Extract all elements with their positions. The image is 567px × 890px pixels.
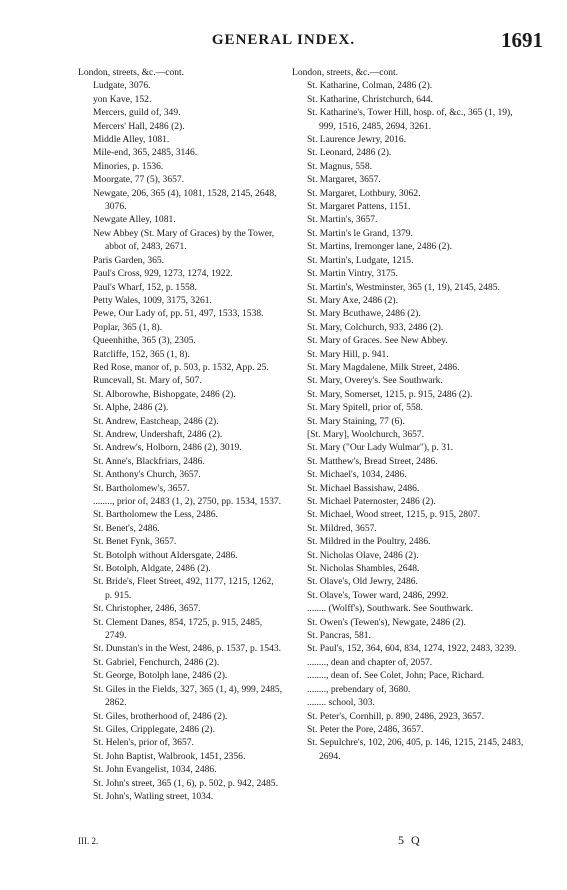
index-entry: ........ school, 303. <box>307 697 375 709</box>
index-entry: St. Mary Staining, 77 (6). <box>307 415 405 427</box>
index-entry: St. Dunstan's in the West, 2486, p. 1537, p. 1543. <box>93 643 282 655</box>
index-entry: St. Michael's, 1034, 2486. <box>307 469 407 481</box>
index-entry: St. Owen's (Tewen's), Newgate, 2486 (2). <box>307 616 466 628</box>
index-entry: St. George, Botolph lane, 2486 (2). <box>93 670 228 682</box>
index-entry: St. Matthew's, Bread Street, 2486. <box>307 455 438 467</box>
index-entry: St. Christopher, 2486, 3657. <box>93 603 201 615</box>
index-entry: St. Martin's, 3657. <box>307 214 378 226</box>
index-entry: Ludgate, 3076. <box>93 80 151 92</box>
index-entry: St. Martin Vintry, 3175. <box>307 268 398 280</box>
index-entry: St. Mary, Colchurch, 933, 2486 (2). <box>307 321 444 333</box>
index-entry: [St. Mary], Woolchurch, 3657. <box>307 428 425 440</box>
index-entry: St. Andrew's, Holborn, 2486 (2), 3019. <box>93 442 242 454</box>
index-entry: Newgate, 206, 365 (4), 1081, 1528, 2145, 2648, 3076. <box>93 187 277 213</box>
index-entry: Runcevall, St. Mary of, 507. <box>93 375 202 387</box>
volume-mark: III. 2. <box>78 836 99 846</box>
index-entry: St. Olave's, Tower ward, 2486, 2992. <box>307 589 449 601</box>
index-entry: Paris Garden, 365. <box>93 254 165 266</box>
index-entry: yon Kave, 152. <box>93 93 152 105</box>
index-entry: Petty Wales, 1009, 3175, 3261. <box>93 294 212 306</box>
index-entry: Ratcliffe, 152, 365 (1, 8). <box>93 348 190 360</box>
index-entry: St. Giles, Cripplegate, 2486 (2). <box>93 723 215 735</box>
index-entry: St. Mildred, 3657. <box>307 522 377 534</box>
index-entry: St. Katharine, Christchurch, 644. <box>307 93 433 105</box>
index-entry: St. Margaret Pattens, 1151. <box>307 201 411 213</box>
index-entry: St. Bartholomew's, 3657. <box>93 482 190 494</box>
index-entry: St. Helen's, prior of, 3657. <box>93 737 194 749</box>
index-entry: St. Leonard, 2486 (2). <box>307 147 392 159</box>
index-entry: ........, prior of, 2483 (1, 2), 2750, pp. 1534, 1537. <box>93 496 282 507</box>
index-entry: St. Giles, brotherhood of, 2486 (2). <box>93 710 228 722</box>
index-entry: St. Martin's, Westminster, 365 (1, 19), 2145, 2485. <box>307 281 500 293</box>
index-entry: St. Katharine, Colman, 2486 (2). <box>307 80 433 92</box>
index-entry: Mercers' Hall, 2486 (2). <box>93 120 185 132</box>
index-entry: St. Mary Bcuthawe, 2486 (2). <box>307 308 421 320</box>
index-entry: St. Bride's, Fleet Street, 492, 1177, 1215, 1262, p. 915. <box>93 576 274 601</box>
index-entry: St. Michael Bassishaw, 2486. <box>307 482 420 494</box>
index-entry: Mercers, guild of, 349. <box>93 107 181 119</box>
index-entry: ........, dean of. See Colet, John; Pace, Richard. <box>307 670 485 682</box>
index-entry: St. Gabriel, Fenchurch, 2486 (2). <box>93 656 220 668</box>
index-entry: St. Botolph, Aldgate, 2486 (2). <box>93 563 211 575</box>
index-entry: ........, dean and chapter of, 2057. <box>307 656 433 668</box>
index-entry: St. Andrew, Eastcheap, 2486 (2). <box>93 415 219 427</box>
index-entry: Middle Alley, 1081. <box>93 134 170 146</box>
index-entry: St. Magnus, 558. <box>307 160 372 172</box>
index-entry: St. Alphe, 2486 (2). <box>93 402 169 414</box>
index-entry: St. Nicholas Shambles, 2648. <box>307 563 420 575</box>
index-column-right <box>292 66 528 763</box>
signature-mark: 5 Q <box>398 833 422 847</box>
index-entry: ........, prebendary of, 3680. <box>307 683 411 695</box>
index-entry: St. Mary of Graces. See New Abbey. <box>307 335 448 347</box>
index-entry: St. Martin's, Ludgate, 1215. <box>307 254 414 266</box>
index-entry: Queenhithe, 365 (3), 2305. <box>93 335 196 347</box>
index-entry: St. Peter's, Cornhill, p. 890, 2486, 2923, 3657. <box>307 710 485 722</box>
index-entry: St. Michael, Wood street, 1215, p. 915, 2807. <box>307 509 481 521</box>
index-entry: St. Martin's le Grand, 1379. <box>307 227 413 239</box>
index-entry: St. Andrew, Undershaft, 2486 (2). <box>93 428 223 440</box>
index-entry: St. Anthony's Church, 3657. <box>93 469 201 481</box>
index-entry: St. John Baptist, Walbrook, 1451, 2356. <box>93 750 246 762</box>
index-entry: St. Mary, Overey's. See Southwark. <box>307 375 443 387</box>
index-entry: St. Mary, Somerset, 1215, p. 915, 2486 (2). <box>307 388 473 400</box>
index-entry: St. Mary Magdalene, Milk Street, 2486. <box>307 361 460 373</box>
index-entry: St. Margaret, Lothbury, 3062. <box>307 187 421 199</box>
index-entry: St. Bartholomew the Less, 2486. <box>93 509 218 521</box>
index-entry: St. Clement Danes, 854, 1725, p. 915, 2485, 2749. <box>93 616 263 642</box>
index-entry: Pewe, Our Lady of, pp. 51, 497, 1533, 1538. <box>93 308 264 320</box>
index-entry: St. Mary Axe, 2486 (2). <box>307 294 398 306</box>
index-entry: St. Anne's, Blackfriars, 2486. <box>93 455 205 467</box>
index-heading: London, streets, &c.—cont. <box>292 67 399 78</box>
index-entry: St. Nicholas Olave, 2486 (2). <box>307 549 419 561</box>
index-entry: St. Alborowhe, Bishopgate, 2486 (2). <box>93 388 236 400</box>
running-title: GENERAL INDEX. <box>211 32 356 48</box>
index-entry: Moorgate, 77 (5), 3657. <box>93 174 185 186</box>
index-entry: St. Peter the Pore, 2486, 3657. <box>307 723 424 735</box>
page-number: 1691 <box>501 28 543 52</box>
index-entry: St. Paul's, 152, 364, 604, 834, 1274, 1922, 2483, 3239. <box>307 643 517 655</box>
index-column-left <box>78 66 283 803</box>
index-entry: St. Mildred in the Poultry, 2486. <box>307 536 431 548</box>
index-entry: ........ (Wolff's), Southwark. See Southwark. <box>307 603 473 615</box>
index-entry: St. Margaret, 3657. <box>307 174 381 186</box>
index-entry: St. Benet Fynk, 3657. <box>93 536 177 548</box>
index-entry: Paul's Wharf, 152, p. 1558. <box>93 281 197 293</box>
index-entry: St. Katharine's, Tower Hill, hosp. of, &c., 365 (1, 19), 999, 1516, 2485, 2694, 3261. <box>307 107 513 132</box>
index-entry: St. John's, Watling street, 1034. <box>93 790 214 802</box>
index-entry: New Abbey (St. Mary of Graces) by the Tower, abbot of, 2483, 2671. <box>93 227 275 253</box>
index-entry: St. Sepulchre's, 102, 206, 405, p. 146, 1215, 2145, 2483, 2694. <box>307 737 524 762</box>
index-entry: St. Mary ("Our Lady Wulmar"), p. 31. <box>307 442 454 454</box>
index-entry: Newgate Alley, 1081. <box>93 214 176 226</box>
index-entry: St. Martins, Iremonger lane, 2486 (2). <box>307 241 453 253</box>
index-entry: Poplar, 365 (1, 8). <box>93 321 163 333</box>
index-entry: Minories, p. 1536. <box>93 160 164 172</box>
index-entry: Mile-end, 365, 2485, 3146. <box>93 147 198 159</box>
index-entry: St. Botolph without Aldersgate, 2486. <box>93 549 238 561</box>
index-entry: St. Benet's, 2486. <box>93 522 160 534</box>
index-entry: St. Mary Spitell, prior of, 558. <box>307 402 423 414</box>
index-entry: St. Michael Paternoster, 2486 (2). <box>307 496 436 507</box>
index-entry: St. Mary Hill, p. 941. <box>307 348 389 360</box>
index-heading: London, streets, &c.—cont. <box>78 67 185 78</box>
index-entry: St. John Evangelist, 1034, 2486. <box>93 764 217 776</box>
index-entry: St. Pancras, 581. <box>307 630 371 642</box>
index-entry: St. Giles in the Fields, 327, 365 (1, 4), 999, 2485, 2862. <box>93 683 283 709</box>
index-entry: Paul's Cross, 929, 1273, 1274, 1922. <box>93 268 233 280</box>
index-entry: St. Olave's, Old Jewry, 2486. <box>307 576 418 588</box>
index-entry: St. Laurence Jewry, 2016. <box>307 134 407 146</box>
index-entry: St. John's street, 365 (1, 6), p. 502, p. 942, 2485. <box>93 777 278 789</box>
index-entry: Red Rose, manor of, p. 503, p. 1532, App. 25. <box>93 361 269 373</box>
